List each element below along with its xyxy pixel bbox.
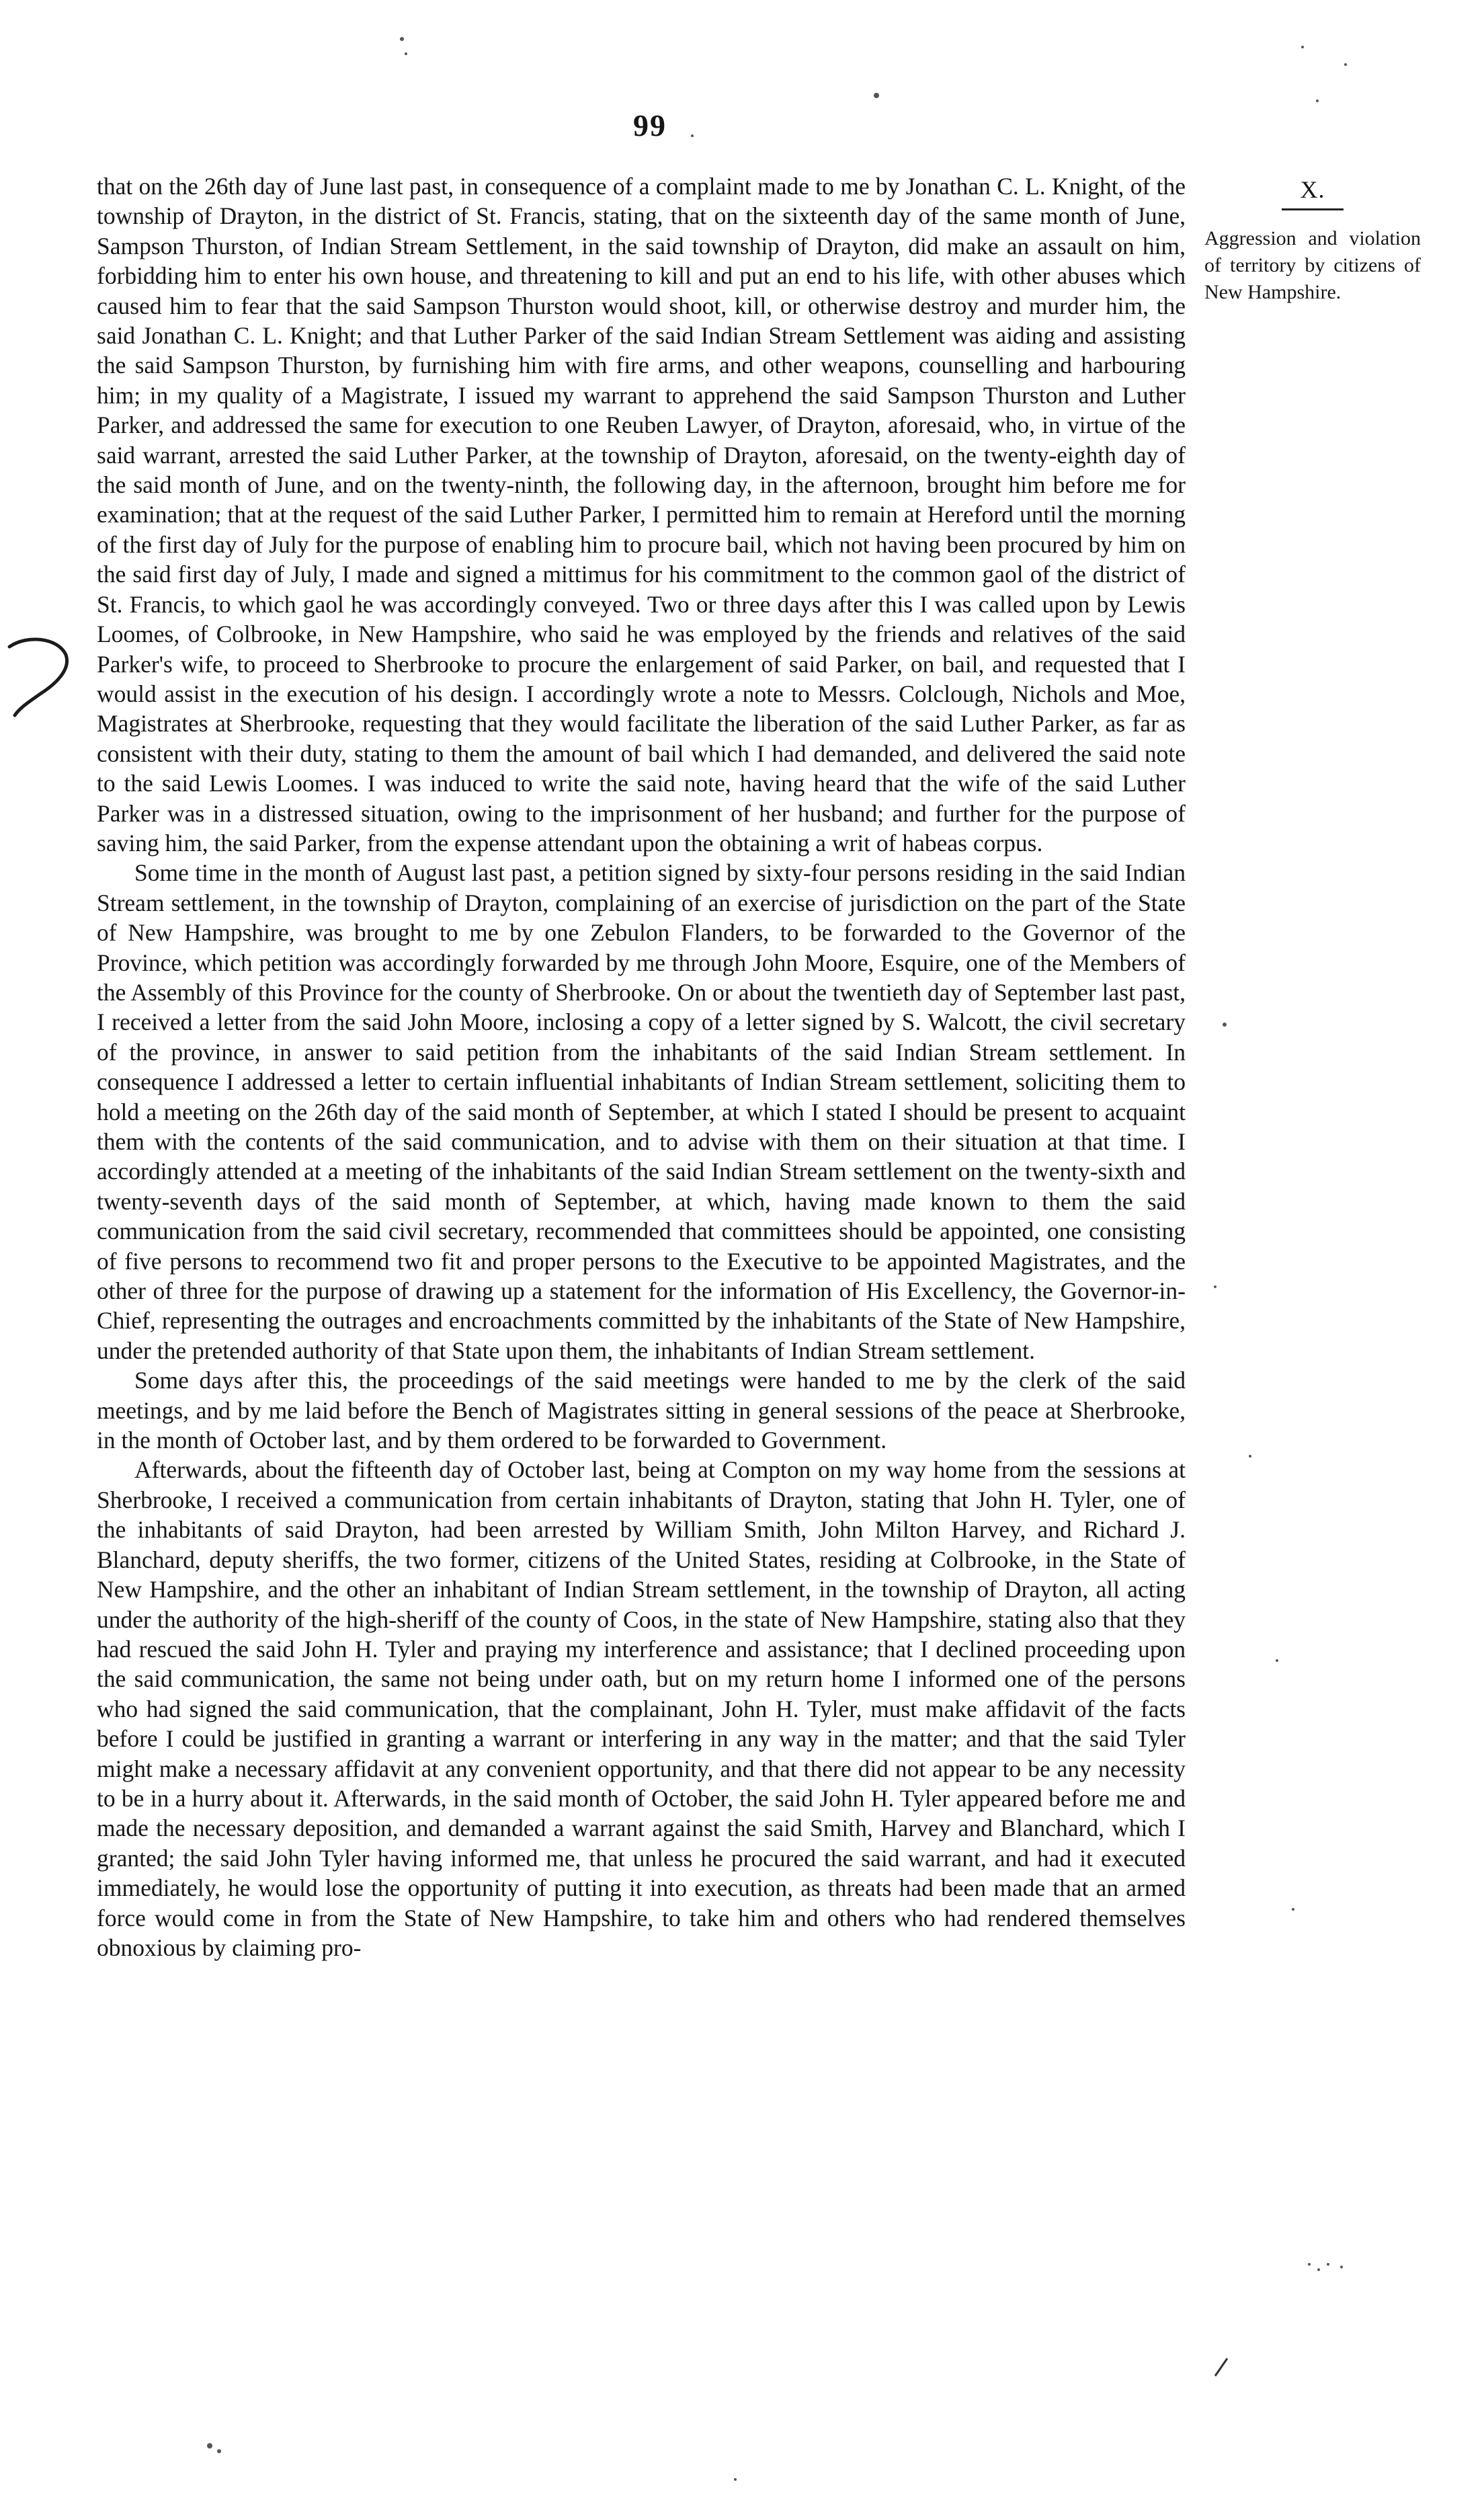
paragraph: that on the 26th day of June last past, in consequence of a complaint made to me by Jonathan C. L. Knight, of the township of Drayton, in the district of St. Francis, stating, that on the sixteenth day of the same month of June, Sampson Thurston, of Indian Stream Settlement, in the said township of Drayton, did make an assault on him, forbidding him to enter his own house, and threatening to kill and put an end to his life, with other abuses which caused him to fear that the said Sampson Thurston would shoot, kill, or otherwise destroy and murder him, the said Jonathan C. L. Knight; and that Luther Parker of the said Indian Stream Settlement was aiding and assisting the said Sampson Thurston, by furnishing him with fire arms, and other weapons, counselling and harbouring him; in my quality of a Magistrate, I issued my warrant to apprehend the said Sampson Thurston and Luther Parker, and addressed the same for execution to one Reuben Lawyer, of Drayton, aforesaid, who, in virtue of the said warrant, arrested the said Luther Parker, at the township of Drayton, aforesaid, on the twenty-eighth day of the said month of June, and on the twenty-ninth, the following day, in the afternoon, brought him before me for examination; that at the request of the said Luther Parker, I permitted him to remain at Hereford until the morning of the first day of July for the purpose of enabling him to procure bail, which not having been procured by him on the said first day of July, I made and signed a mittimus for his commitment to the common gaol of the district of St. Francis, to which gaol he was accordingly conveyed. Two or three days after this I was called upon by Lewis Loomes, of Colbrooke, in New Hampshire, who said he was employed by the friends and relatives of the said Parker's wife, to proceed to Sherbrooke to procure the enlargement of said Parker, on bail, and requested that I would assist in the execution of his design. I accordingly wrote a note to Messrs. Colclough, Nichols and Moe, Magistrates at Sherbrooke, requesting that they would facilitate the liberation of the said Luther Parker, as far as consistent with their duty, stating to them the amount of bail which I had demanded, and delivered the said note to the said Lewis Loomes. I was induced to write the said note, having heard that the wife of the said Luther Parker was in a distressed situation, owing to the imprisonment of her husband; and further for the purpose of saving him, the said Parker, from the expense attendant upon the obtaining a writ of habeas corpus. [97, 173, 1186, 857]
paragraph: Afterwards, about the fifteenth day of October last, being at Compton on my way home from the sessions at Sherbrooke, I received a communication from certain inhabitants of Drayton, stating that John H. Tyler, one of the inhabitants of said Drayton, had been arrested by William Smith, John Milton Harvey, and Richard J. Blanchard, deputy sheriffs, the two former, citizens of the United States, residing at Colbrooke, in the State of New Hampshire, and the other an inhabitant of Indian Stream settlement, in the township of Drayton, all acting under the authority of the high-sheriff of the county of Coos, in the state of New Hampshire, stating also that they had rescued the said John H. Tyler and praying my interference and assistance; that I declined proceeding upon the said communication, the same not being under oath, but on my return home I informed one of the persons who had signed the said communication, that the complainant, John H. Tyler, must make affidavit of the facts before I could be justified in granting a warrant or interfering in any way in the matter; and that the said Tyler might make a necessary affidavit at any convenient opportunity, and that there did not appear to be any necessity to be in a hurry about it. Afterwards, in the said month of October, the said John H. Tyler appeared before me and made the necessary deposition, and demanded a warrant against the said Smith, Harvey and Blanchard, which I granted; the said John Tyler having informed me, that unless he procured the said warrant, and had it executed immediately, he would lose the opportunity of putting it into execution, as threats had been made that an armed force would come in from the State of New Hampshire, to take him and others who had rendered themselves obnoxious by claiming pro- [97, 1456, 1186, 1961]
paragraph: Some time in the month of August last past, a petition signed by sixty-four persons residing in the said Indian Stream settlement, in the township of Drayton, complaining of an exercise of jurisdiction on the part of the State of New Hampshire, was brought to me by one Zebulon Flanders, to be forwarded to the Governor of the Province, which petition was accordingly forwarded by me through John Moore, Esquire, one of the Members of the Assembly of this Province for the county of Sherbrooke. On or about the twentieth day of September last past, I received a letter from the said John Moore, inclosing a copy of a letter signed by S. Walcott, the civil secretary of the province, in answer to said petition from the inhabitants of the said Indian Stream settlement. In consequence I addressed a letter to certain influential inhabitants of Indian Stream settlement, soliciting them to hold a meeting on the 26th day of the said month of September, at which I stated I should be present to acquaint them with the contents of the said communication, and to advise with them on their situation at that time. I accordingly attended at a meeting of the inhabitants of the said Indian Stream settlement on the twenty-sixth and twenty-seventh days of the said month of September, at which, having made known to them the said communication from the said civil secretary, recommended that committees should be appointed, one consisting of five persons to recommend two fit and proper persons to the Executive to be appointed Magistrates, and the other of three for the purpose of drawing up a statement for the information of His Excellency, the Governor-in-Chief, representing the outrages and encroachments committed by the inhabitants of the State of New Hampshire, under the pretended authority of that State upon them, the inhabitants of Indian Stream settlement. [97, 859, 1186, 1364]
page-number: 99 [633, 108, 667, 143]
margin-note-text: Aggression and violation of territory by citizens of New Hampshire. [1204, 227, 1421, 303]
paragraph: Some days after this, the proceedings of the said meetings were handed to me by the clerk of the said meetings, and by me laid before the Bench of Magistrates sitting in general sessions of the peace at Sherbrooke, in the month of October last, and by them ordered to be forwarded to Government. [97, 1367, 1186, 1454]
margin-note-number: X. [1300, 176, 1325, 203]
